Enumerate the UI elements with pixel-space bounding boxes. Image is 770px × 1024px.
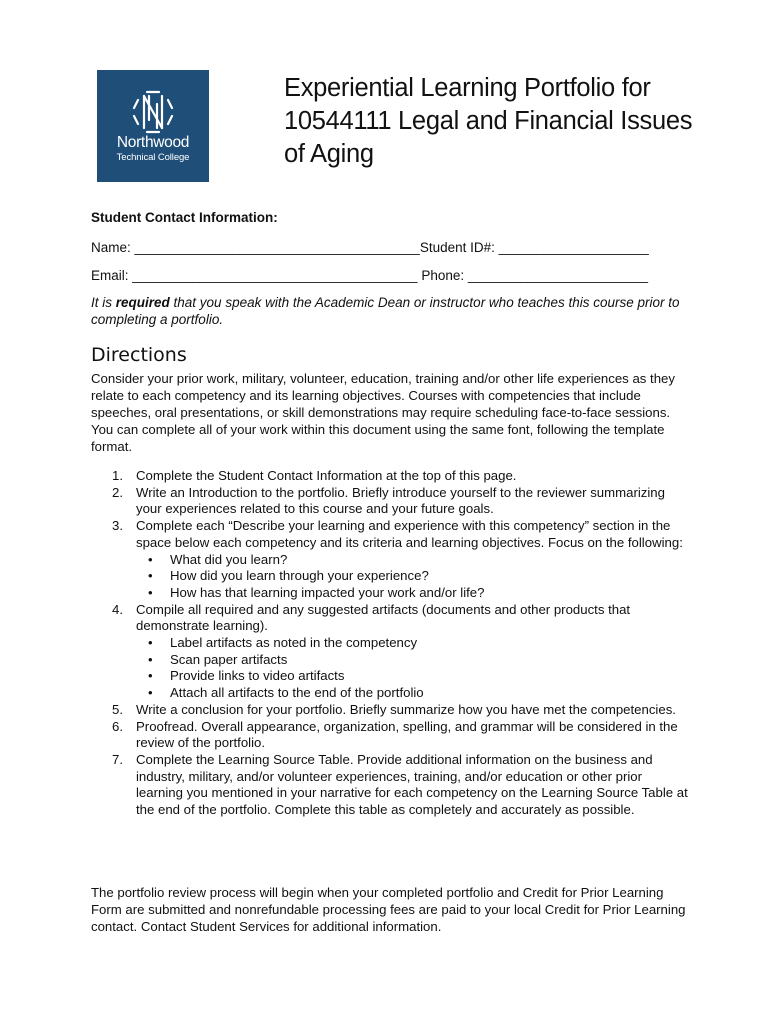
list-item: [91, 719, 691, 752]
list-item: [91, 468, 691, 485]
step-text: Proofread. Overall appearance, organization, spelling, and grammar will be considered in the review of the portfolio.: [136, 718, 678, 751]
bullet-text: What did you learn?: [170, 551, 288, 567]
bullet-marker: •: [148, 635, 153, 651]
list-item: [91, 485, 691, 518]
contact-heading: Student Contact Information:: [91, 210, 278, 225]
sub-list-item: [136, 668, 691, 685]
college-logo: [97, 70, 209, 182]
step-number: 7.: [112, 751, 123, 767]
document-title: Experiential Learning Portfolio for 10544111 Legal and Financial Issues of Aging: [284, 74, 693, 168]
logo-line-1: Northwood: [116, 134, 190, 151]
step-text: Complete the Learning Source Table. Provide additional information on the business and industry, military, and/or volunteer experiences, training, and/or education or other prior learning you mentioned in your narrative for each competency on the Learning Source Table at the end of the portfolio. Complete this table as completely and accurately as possible.: [136, 751, 688, 818]
note-text-after: that you speak with the Academic Dean or instructor who teaches this course prior to completing a portfolio.: [91, 295, 680, 327]
list-item: [91, 602, 691, 702]
requirement-note: [91, 294, 691, 328]
step-text: Write a conclusion for your portfolio. Briefly summarize how you have met the competencies.: [136, 701, 676, 717]
bullet-marker: •: [148, 668, 153, 684]
list-item: [91, 752, 691, 819]
list-item: [91, 518, 691, 602]
bullet-text: Attach all artifacts to the end of the portfolio: [170, 685, 424, 701]
step-number: 5.: [112, 701, 123, 717]
step-number: 6.: [112, 718, 123, 734]
email-phone-field-line: Email: ______________________________________ Phone: ________________________: [91, 268, 649, 283]
sub-list-item: [136, 568, 691, 585]
steps-list: [91, 468, 691, 819]
step-number: 3.: [112, 518, 123, 534]
note-text-before: It is: [91, 295, 116, 310]
sub-list-item: [136, 685, 691, 702]
bullet-marker: •: [148, 568, 153, 584]
northwood-monogram-icon: [97, 70, 209, 182]
directions-heading: Directions: [91, 344, 187, 366]
step-text: Write an Introduction to the portfolio. Briefly introduce yourself to the reviewer summarizing your experiences related to this course and your future goals.: [136, 484, 665, 517]
name-id-field-line: Name: ______________________________________Student ID#: ____________________: [91, 240, 649, 255]
bullet-marker: •: [148, 651, 153, 667]
step-number: 2.: [112, 484, 123, 500]
sub-list-item: [136, 652, 691, 669]
bullet-text: Provide links to video artifacts: [170, 668, 345, 684]
directions-intro: Consider your prior work, military, volunteer, education, training and/or other life experiences as they relate to each competency and its learning objectives. Courses with competencies that include speeches, oral presentations, or skill demonstrations may require scheduling face-to-face sessions. You can complete all of your work within this document using the same font, following the template format.: [91, 371, 675, 454]
bullet-marker: •: [148, 685, 153, 701]
bullet-text: Label artifacts as noted in the competency: [170, 635, 418, 651]
review-process-paragraph: The portfolio review process will begin when your completed portfolio and Credit for Prior Learning Form are submitted and nonrefundable processing fees are paid to your local Credit for Prior Learning contact. Contact Student Services for additional information.: [91, 885, 686, 934]
bullet-marker: •: [148, 584, 153, 600]
step-text: Compile all required and any suggested artifacts (documents and other products that demonstrate learning).: [136, 601, 631, 634]
step-text: Complete each “Describe your learning and experience with this competency” section in the space below each competency and its criteria and learning objectives. Focus on the following:: [136, 518, 683, 550]
step-number: 1.: [112, 468, 123, 483]
bullet-text: How did you learn through your experience?: [170, 568, 429, 584]
logo-line-2: Technical College: [116, 152, 190, 163]
bullet-marker: •: [148, 551, 153, 567]
sub-list-item: [136, 585, 691, 602]
sub-list-item: [136, 552, 691, 569]
sub-list-item: [136, 635, 691, 652]
step-text: Complete the Student Contact Information at the top of this page.: [136, 468, 517, 483]
bullet-text: How has that learning impacted your work and/or life?: [170, 584, 485, 600]
note-emphasis: required: [115, 295, 170, 310]
bullet-text: Scan paper artifacts: [170, 651, 288, 667]
step-number: 4.: [112, 601, 123, 617]
list-item: [91, 702, 691, 719]
